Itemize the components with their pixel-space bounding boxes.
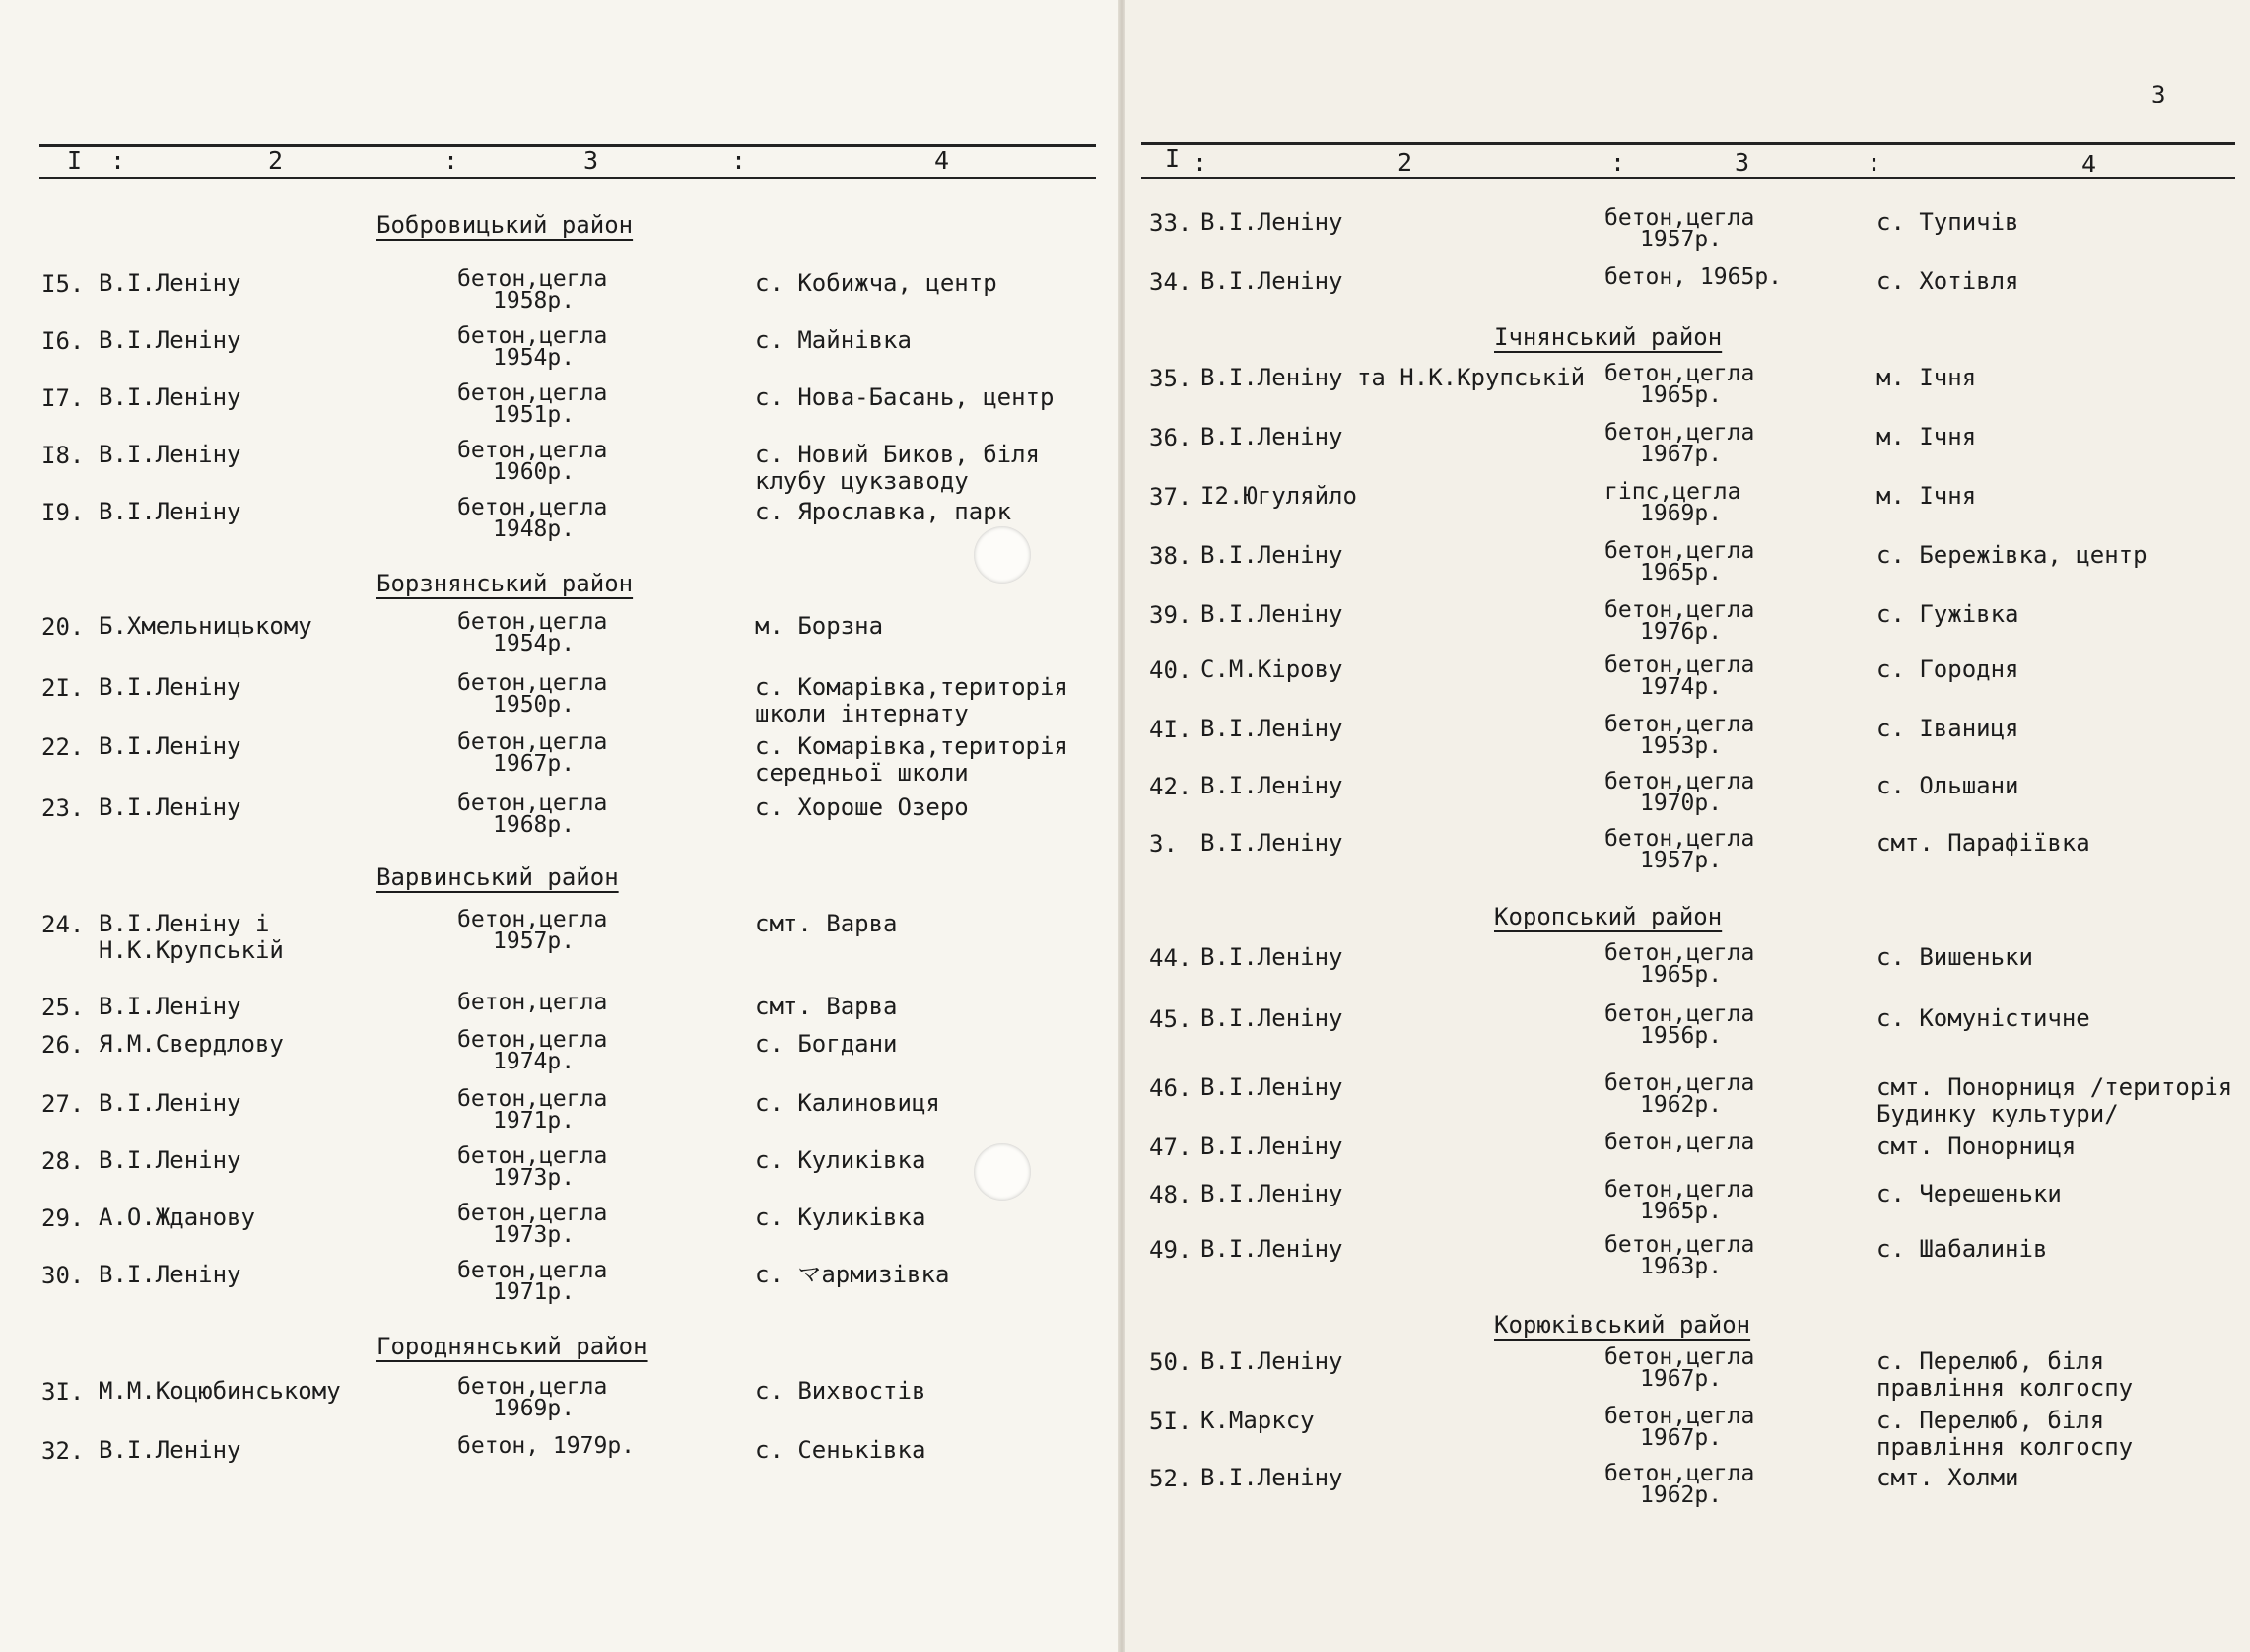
material: бетон,цегла (457, 266, 608, 292)
construction-year: 1965р. (1640, 560, 1723, 585)
punch-hole-bottom (974, 1143, 1031, 1201)
material: бетон,цегла (1604, 1070, 1755, 1096)
material-cell (1604, 1179, 1754, 1222)
location: с. Тупичів (1876, 208, 2019, 236)
material: бетон,цегла (1604, 826, 1755, 852)
left-sep-2: : (443, 146, 459, 174)
construction-year: 1976р. (1640, 619, 1723, 645)
left-sep-1: : (110, 146, 126, 174)
monument-name: В.І.Леніну (1200, 541, 1343, 569)
location: с. Перелюб, біля правління колгоспу (1876, 1407, 2134, 1461)
material-cell (457, 792, 607, 836)
material-cell (457, 382, 607, 426)
location: с. Калиновиця (755, 1089, 940, 1117)
material: бетон,цегла (457, 729, 608, 755)
monument-name: В.І.Леніну (1200, 829, 1343, 857)
construction-year: 1951р. (493, 402, 576, 428)
entry-number: 3. (1149, 830, 1178, 858)
material: бетон,цегла (457, 990, 608, 1015)
right-col-4-header: 4 (2081, 150, 2097, 178)
material-cell (457, 1203, 607, 1246)
left-header-rule-bottom (39, 177, 1096, 179)
material: бетон,цегла (457, 609, 608, 635)
material: бетон,цегла (457, 380, 608, 406)
construction-year: 1957р. (493, 929, 576, 954)
entry-number: 35. (1149, 365, 1193, 392)
location: смт. Холми (1876, 1464, 2019, 1491)
entry-number: 46. (1149, 1074, 1193, 1102)
entry-number: 37. (1149, 483, 1193, 511)
location: смт. Варва (755, 993, 898, 1020)
entry-number: I5. (41, 270, 85, 298)
entry-number: 3I. (41, 1378, 85, 1406)
construction-year: 1963р. (1640, 1254, 1723, 1279)
location: м. Ічня (1876, 364, 1977, 391)
left-col-3-header: 3 (583, 146, 599, 174)
monument-name: В.І.Леніну (1200, 208, 1343, 236)
material: бетон, 1979р. (457, 1433, 636, 1459)
monument-name: В.І.Леніну (1200, 1464, 1343, 1491)
monument-name: В.І.Леніну (1200, 267, 1343, 295)
location: с. Бережівка, центр (1876, 541, 2148, 569)
monument-name: І2.Югуляйло (1200, 482, 1357, 510)
entry-number: 2I. (41, 674, 85, 702)
material: бетон,цегла (457, 323, 608, 349)
location: с. Хотівля (1876, 267, 2019, 295)
right-header-rule-top (1141, 142, 2235, 145)
monument-name: В.І.Леніну (1200, 1073, 1343, 1101)
construction-year: 1962р. (1640, 1092, 1723, 1118)
material: бетон,цегла (1604, 361, 1755, 386)
district-heading: Корюківський район (1494, 1311, 1751, 1339)
material: бетон,цегла (1604, 1177, 1755, 1203)
monument-name: В.І.Леніну (99, 673, 241, 701)
entry-number: 36. (1149, 424, 1193, 451)
page-number: 3 (2151, 81, 2166, 108)
monument-name: Я.М.Свердлову (99, 1030, 284, 1058)
material-cell (1604, 1406, 1754, 1449)
construction-year: 1950р. (493, 692, 576, 718)
page-fold (1118, 0, 1125, 1652)
material-cell (1604, 942, 1754, 986)
material: бетон,цегла (1604, 712, 1755, 737)
material-cell (1604, 481, 1740, 524)
location: с. Черешеньки (1876, 1180, 2062, 1207)
material: гіпс,цегла (1604, 479, 1741, 505)
material-cell (1604, 207, 1754, 250)
material: бетон,цегла (457, 791, 608, 816)
material-cell (1604, 1072, 1754, 1116)
material-cell (1604, 1463, 1754, 1506)
location: с. Новий Биков, біля клубу цукзаводу (755, 441, 1040, 495)
location: с. Іваниця (1876, 715, 2019, 742)
district-heading: Городнянський район (376, 1333, 648, 1360)
location: с. Куликівка (755, 1204, 926, 1231)
entry-number: 50. (1149, 1348, 1193, 1376)
construction-year: 1973р. (493, 1165, 576, 1191)
right-col-1-header: I (1165, 144, 1181, 172)
construction-year: 1965р. (1640, 1199, 1723, 1224)
entry-number: 48. (1149, 1181, 1193, 1208)
location: с. Комарівка,територія середньої школи (755, 732, 1068, 787)
entry-number: 52. (1149, 1465, 1193, 1492)
monument-name: В.І.Леніну (1200, 1180, 1343, 1207)
material: бетон,цегла (457, 438, 608, 463)
material: бетон,цегла (1604, 205, 1755, 231)
construction-year: 1967р. (1640, 1425, 1723, 1451)
monument-name: В.І.Леніну і Н.К.Крупській (99, 910, 284, 964)
entry-number: I7. (41, 384, 85, 412)
location: с. Ольшани (1876, 772, 2019, 799)
entry-number: 40. (1149, 656, 1193, 684)
right-col-3-header: 3 (1735, 148, 1750, 176)
material: бетон,цегла (1604, 1232, 1755, 1258)
location: с. Богдани (755, 1030, 898, 1058)
monument-name: В.І.Леніну (99, 441, 241, 468)
left-col-1-header: I (67, 146, 83, 174)
location: с. Сеньківка (755, 1436, 926, 1464)
monument-name: В.І.Леніну (99, 269, 241, 297)
punch-hole-top (974, 526, 1031, 584)
entry-number: 30. (41, 1262, 85, 1289)
construction-year: 1967р. (1640, 442, 1723, 467)
entry-number: 47. (1149, 1134, 1193, 1161)
entry-number: 22. (41, 733, 85, 761)
construction-year: 1962р. (1640, 1482, 1723, 1508)
material-cell (457, 268, 607, 311)
material-cell (457, 1088, 607, 1132)
construction-year: 1969р. (1640, 501, 1723, 526)
entry-number: I9. (41, 499, 85, 526)
monument-name: К.Марксу (1200, 1407, 1315, 1434)
location: с. Куликівка (755, 1146, 926, 1174)
construction-year: 1965р. (1640, 962, 1723, 988)
construction-year: 1948р. (493, 516, 576, 542)
monument-name: В.І.Леніну (99, 793, 241, 821)
material-cell (457, 992, 607, 1013)
entry-number: 20. (41, 613, 85, 641)
material-cell (1604, 540, 1754, 584)
location: с. Хороше Озеро (755, 793, 969, 821)
material-cell (1604, 599, 1754, 643)
entry-number: 33. (1149, 209, 1193, 237)
location: смт. Парафіївка (1876, 829, 2090, 857)
construction-year: 1967р. (493, 751, 576, 777)
location: с. Ярославка, парк (755, 498, 1012, 525)
entry-number: 45. (1149, 1005, 1193, 1033)
material: бетон,цегла (457, 1374, 608, 1400)
location: м. Борзна (755, 612, 884, 640)
location: с. Городня (1876, 655, 2019, 683)
material-cell (1604, 363, 1754, 406)
monument-name: В.І.Леніну та Н.К.Крупській (1200, 364, 1586, 391)
material-cell (457, 440, 607, 483)
monument-name: В.І.Леніну (99, 1089, 241, 1117)
material: бетон,цегла (457, 670, 608, 696)
monument-name: В.І.Леніну (1200, 600, 1343, 628)
material: бетон,цегла (1604, 1344, 1755, 1370)
construction-year: 1954р. (493, 631, 576, 656)
location: с. Майнівка (755, 326, 912, 354)
entry-number: 34. (1149, 268, 1193, 296)
material-cell (1604, 828, 1754, 871)
material-cell (457, 611, 607, 654)
material: бетон,цегла (1604, 1130, 1755, 1155)
material: бетон,цегла (1604, 1001, 1755, 1027)
material-cell (1604, 266, 1782, 288)
location: с. Перелюб, біля правління колгоспу (1876, 1347, 2134, 1402)
monument-name: В.І.Леніну (1200, 423, 1343, 450)
entry-number: I8. (41, 442, 85, 469)
construction-year: 1971р. (493, 1279, 576, 1305)
material-cell (1604, 714, 1754, 757)
material: бетон,цегла (457, 1027, 608, 1053)
material: бетон,цегла (457, 1258, 608, 1283)
material: бетон,цегла (1604, 940, 1755, 966)
construction-year: 1970р. (1640, 791, 1723, 816)
monument-name: М.М.Коцюбинському (99, 1377, 341, 1405)
monument-name: В.І.Леніну (99, 498, 241, 525)
left-col-2-header: 2 (268, 146, 284, 174)
material: бетон,цегла (457, 1143, 608, 1169)
construction-year: 1956р. (1640, 1023, 1723, 1049)
material: бетон,цегла (1604, 1404, 1755, 1429)
district-heading: Ічнянський район (1494, 323, 1723, 351)
right-col-2-header: 2 (1398, 148, 1413, 176)
material-cell (457, 731, 607, 775)
monument-name: Б.Хмельницькому (99, 612, 312, 640)
material-cell (457, 1435, 635, 1457)
monument-name: А.О.Жданову (99, 1204, 255, 1231)
material-cell (1604, 1234, 1754, 1277)
location: смт. Варва (755, 910, 898, 937)
construction-year: 1969р. (493, 1396, 576, 1421)
material: бетон,цегла (1604, 538, 1755, 564)
entry-number: 26. (41, 1031, 85, 1059)
construction-year: 1974р. (493, 1049, 576, 1074)
material: бетон,цегла (1604, 420, 1755, 446)
material-cell (1604, 1346, 1754, 1390)
entry-number: 44. (1149, 944, 1193, 972)
construction-year: 1973р. (493, 1222, 576, 1248)
material: бетон,цегла (457, 907, 608, 932)
material-cell (457, 497, 607, 540)
location: с. Комарівка,територія школи інтернату (755, 673, 1068, 727)
right-sep-1: : (1193, 148, 1208, 176)
right-sep-3: : (1867, 148, 1882, 176)
construction-year: 1958р. (493, 288, 576, 313)
location: с. Вихвостів (755, 1377, 926, 1405)
construction-year: 1957р. (1640, 227, 1723, 252)
monument-name: С.М.Кірову (1200, 655, 1343, 683)
construction-year: 1967р. (1640, 1366, 1723, 1392)
entry-number: 49. (1149, 1236, 1193, 1264)
material-cell (457, 909, 607, 952)
material-cell (1604, 1132, 1754, 1153)
location: с. Комуністичне (1876, 1004, 2090, 1032)
entry-number: 27. (41, 1090, 85, 1118)
construction-year: 1974р. (1640, 674, 1723, 700)
monument-name: В.І.Леніну (99, 1436, 241, 1464)
monument-name: В.І.Леніну (1200, 1004, 1343, 1032)
monument-name: В.І.Леніну (1200, 715, 1343, 742)
location: с. マармизівка (755, 1261, 950, 1288)
location: смт. Понорниця /територія Будинку культури/ (1876, 1073, 2233, 1128)
monument-name: В.І.Леніну (99, 1261, 241, 1288)
monument-name: В.І.Леніну (1200, 943, 1343, 971)
district-heading: Коропський район (1494, 903, 1723, 930)
entry-number: I6. (41, 327, 85, 355)
entry-number: 32. (41, 1437, 85, 1465)
construction-year: 1953р. (1640, 733, 1723, 759)
entry-number: 28. (41, 1147, 85, 1175)
material-cell (457, 1376, 607, 1419)
location: с. Шабалинів (1876, 1235, 2048, 1263)
location: с. Нова-Басань, центр (755, 383, 1055, 411)
left-col-4-header: 4 (934, 146, 950, 174)
material-cell (1604, 1003, 1754, 1047)
location: с. Вишеньки (1876, 943, 2033, 971)
material-cell (1604, 771, 1754, 814)
entry-number: 25. (41, 994, 85, 1021)
material: бетон,цегла (1604, 1461, 1755, 1486)
construction-year: 1957р. (1640, 848, 1723, 873)
material: бетон, 1965р. (1604, 264, 1783, 290)
material-cell (457, 325, 607, 369)
location: с. Кобижча, центр (755, 269, 997, 297)
district-heading: Бобровицький район (376, 211, 634, 239)
monument-name: В.І.Леніну (1200, 1235, 1343, 1263)
location: м. Ічня (1876, 482, 1977, 510)
construction-year: 1968р. (493, 812, 576, 838)
construction-year: 1954р. (493, 345, 576, 371)
material-cell (457, 1145, 607, 1189)
entry-number: 39. (1149, 601, 1193, 629)
district-heading: Борзнянський район (376, 570, 634, 597)
material-cell (457, 1029, 607, 1072)
right-sep-2: : (1610, 148, 1626, 176)
material: бетон,цегла (457, 1086, 608, 1112)
monument-name: В.І.Леніну (1200, 1347, 1343, 1375)
location: смт. Понорниця (1876, 1133, 2077, 1160)
construction-year: 1971р. (493, 1108, 576, 1134)
district-heading: Варвинський район (376, 863, 619, 891)
location: м. Ічня (1876, 423, 1977, 450)
monument-name: В.І.Леніну (1200, 772, 1343, 799)
material: бетон,цегла (1604, 597, 1755, 623)
material: бетон,цегла (1604, 653, 1755, 678)
material-cell (1604, 654, 1754, 698)
monument-name: В.І.Леніну (99, 993, 241, 1020)
entry-number: 24. (41, 911, 85, 938)
construction-year: 1960р. (493, 459, 576, 485)
material: бетон,цегла (1604, 769, 1755, 794)
entry-number: 42. (1149, 773, 1193, 800)
left-sep-3: : (731, 146, 747, 174)
monument-name: В.І.Леніну (1200, 1133, 1343, 1160)
entry-number: 29. (41, 1205, 85, 1232)
right-header-rule-bottom (1141, 177, 2235, 179)
entry-number: 38. (1149, 542, 1193, 570)
monument-name: В.І.Леніну (99, 1146, 241, 1174)
entry-number: 23. (41, 794, 85, 822)
material: бетон,цегла (457, 1201, 608, 1226)
construction-year: 1965р. (1640, 382, 1723, 408)
location: с. Гужівка (1876, 600, 2019, 628)
material: бетон,цегла (457, 495, 608, 520)
monument-name: В.І.Леніну (99, 383, 241, 411)
material-cell (457, 1260, 607, 1303)
entry-number: 4I. (1149, 716, 1193, 743)
material-cell (1604, 422, 1754, 465)
monument-name: В.І.Леніну (99, 732, 241, 760)
monument-name: В.І.Леніну (99, 326, 241, 354)
entry-number: 5I. (1149, 1408, 1193, 1435)
material-cell (457, 672, 607, 716)
